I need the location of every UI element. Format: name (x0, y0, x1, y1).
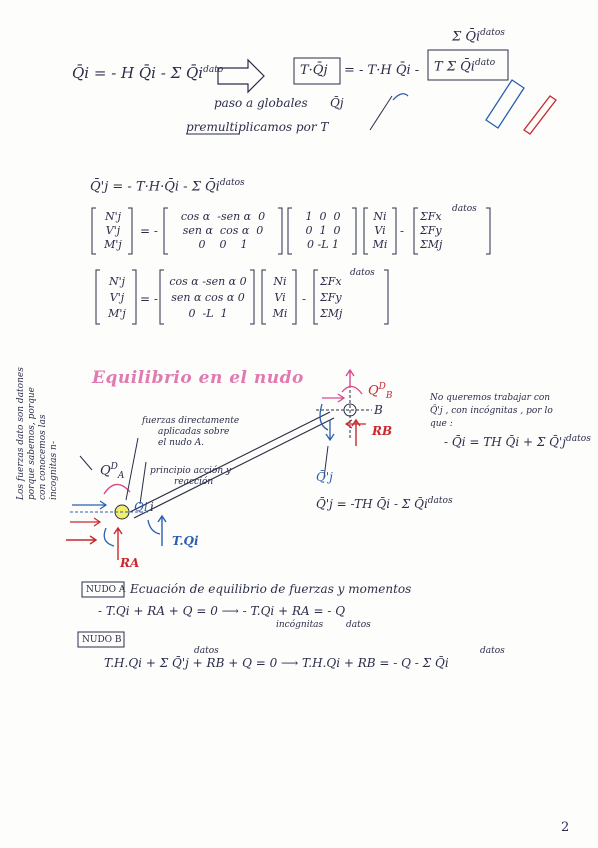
note-principle: principio acción y reacción (150, 466, 232, 487)
arrow-caption: paso a globales (214, 96, 308, 110)
red-force-arrow2-icon (70, 518, 100, 526)
label-rb: RB (372, 424, 393, 438)
label-qb: $Q^D_B$ (368, 382, 393, 401)
h-matrix: 1 0 0 0 1 0 0 -L 1 (305, 210, 341, 251)
nudo-a-datos: datos (346, 620, 371, 630)
nudo-b-label: NUDO B (82, 635, 122, 645)
nudo-b-sup1: datos (194, 646, 219, 656)
vec-right: ΣFx ΣFy ΣMj (420, 210, 443, 251)
diagram-title: Equilibrio en el nudo (92, 368, 304, 388)
minus-sign-2: - (302, 292, 307, 306)
right-note: No queremos trabajar con Q̄'j , con incógnitas , por lo que : (430, 393, 553, 429)
boxed-tqj: T·Q̄j (300, 63, 328, 78)
moment-a-blue-icon (104, 528, 114, 546)
premult-note: premultiplicamos por T (186, 120, 329, 134)
eq3-vec-right-sup: datos (350, 268, 375, 278)
moment-a-icon (104, 484, 130, 494)
top-label-sumq: Σ $Q̄i^{datos}$ (452, 28, 505, 45)
qb-h-arrow-icon (322, 394, 344, 402)
blue-curve-arrow (393, 94, 408, 100)
blue-force-arrow-icon (72, 501, 106, 509)
label-b: B (374, 403, 383, 417)
vec-left: N'j V'j M'j (104, 210, 122, 251)
nudo-a-incog: incógnitas (276, 620, 324, 630)
label-i: i (150, 500, 154, 514)
leader-line-forces (126, 438, 138, 500)
red-member-icon (524, 96, 556, 134)
note-forces: fuerzas directamente aplicadas sobre el nudo A. (142, 416, 240, 448)
label-qi: Qi (134, 500, 148, 514)
leader-line-principle (140, 462, 146, 504)
nudo-a-label: NUDO A (86, 585, 126, 595)
top-eq2: = - T·H Q̄i - (344, 63, 420, 78)
eq-sign-2: = - (140, 292, 158, 306)
eq-sign-1: = - (140, 224, 158, 238)
page-number: 2 (561, 820, 570, 835)
eq3-vec-mid: Ni Vi Mi (272, 275, 288, 320)
top-eq1: Q̄i = - H Q̄i - Σ $Q̄i^{dato}$ (72, 64, 224, 82)
transform-arrow-icon (218, 60, 264, 92)
qj-label: Q̄j (330, 96, 344, 110)
nudo-a-eq: - T.Qi + RA + Q = 0 ⟶ - T.Qi + RA = - Q (98, 604, 346, 618)
boxed-tsumq: T Σ $Q̄i^{dato}$ (434, 58, 496, 75)
eq-under-b: Q̄'j = -TH Q̄i - Σ $Q̄i^{datos}$ (316, 496, 453, 511)
nudo-b-sup2: datos (480, 646, 505, 656)
nudo-a-text: Ecuación de equilibrio de fuerzas y momentos (130, 582, 412, 596)
leader-line-side (80, 456, 92, 470)
vec-right-sup: datos (452, 204, 477, 214)
nudo-b-eq: T.H.Qi + Σ Q̄'j + RB + Q = 0 ⟶ T.H.Qi + RB = - Q - Σ Q̄i (104, 656, 449, 670)
moment-b-icon (342, 386, 362, 394)
eq3-vec-left: N'j V'j M'j (108, 275, 126, 320)
label-tqi: T.Qi (172, 534, 199, 548)
oblique-stroke (370, 96, 392, 130)
label-qa: $Q^D_A$ (100, 462, 125, 481)
rot-matrix: cos α -sen α 0 sen α cos α 0 0 0 1 (180, 210, 266, 251)
vec-mid: Ni Vi Mi (372, 210, 388, 251)
label-qj-b: Q̄'j (316, 470, 333, 484)
eq3-matrix: cos α -sen α 0 sen α cos α 0 0 -L 1 (169, 275, 247, 320)
eq3-vec-right: ΣFx ΣFy ΣMj (320, 275, 343, 320)
qb-arrow-icon (346, 370, 354, 388)
minus-sign-1: - (400, 224, 405, 238)
blue-member-icon (486, 80, 524, 128)
right-eq: - Q̄i = TH Q̄i + Σ $Q̄'j^{datos}$ (444, 434, 591, 449)
section2-eq: Q̄'j = - T·H·Q̄i - Σ $Q̄i^{datos}$ (90, 178, 245, 195)
label-ra: RA (120, 556, 140, 570)
red-force-arrow-icon (66, 536, 96, 544)
tqi-arrow-icon (158, 516, 166, 546)
side-note: Los fuerzas dato son datones porque sabemos, porque con conocemos las incognitas n- (16, 367, 59, 500)
